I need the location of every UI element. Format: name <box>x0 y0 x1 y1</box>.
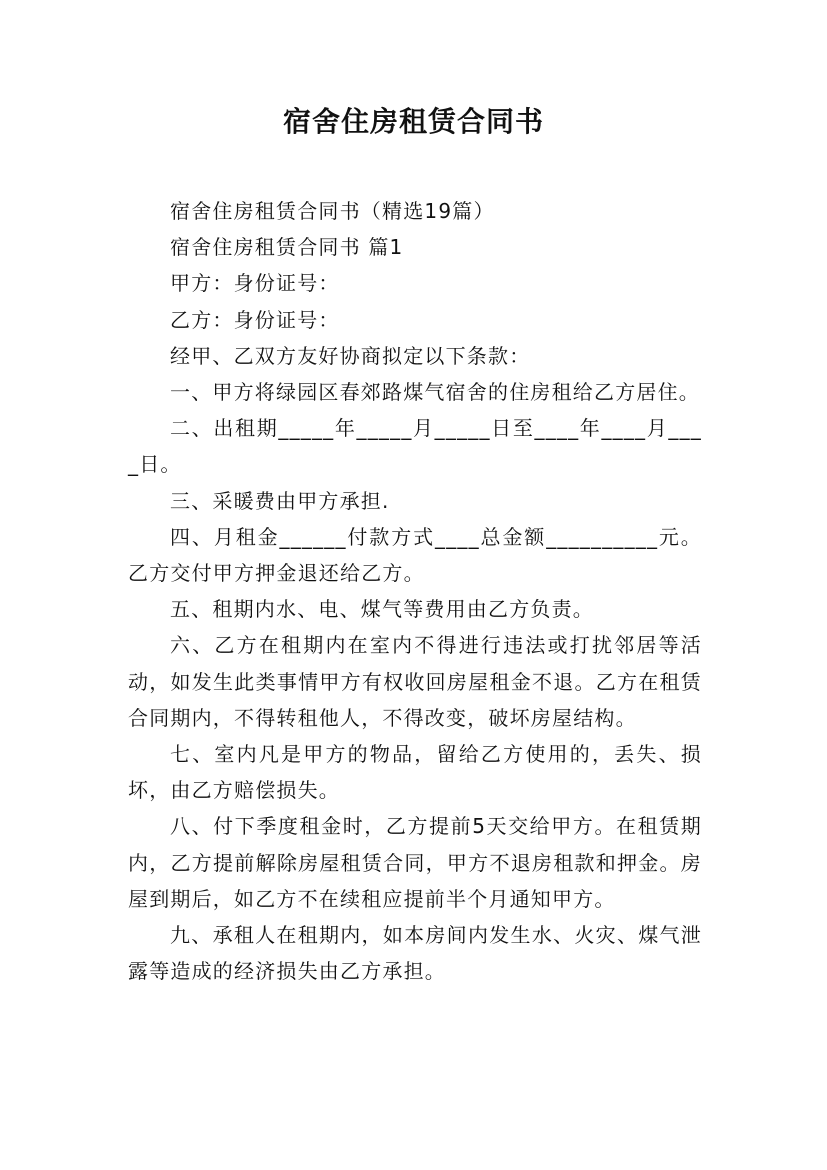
paragraph-party-a: 甲方：身份证号： <box>170 271 340 296</box>
paragraph-section-heading: 宿舍住房租赁合同书 篇1 <box>170 235 404 260</box>
paragraph-intro: 经甲、乙双方友好协商拟定以下条款： <box>170 343 531 368</box>
clause-6: 六、乙方在租期内在室内不得进行违法或打扰邻居等活动，如发生此类事情甲方有权收回房屋租金不退。乙方在租赁合同期内，不得转租他人，不得改变，破坏房屋结构。 <box>128 633 702 730</box>
clause-5: 五、租期内水、电、煤气等费用由乙方负责。 <box>170 597 594 622</box>
clause-1: 一、甲方将绿园区春郊路煤气宿舍的住房租给乙方居住。 <box>170 380 700 405</box>
clause-7: 七、室内凡是甲方的物品，留给乙方使用的，丢失、损坏，由乙方赔偿损失。 <box>128 742 702 803</box>
paragraph-party-b: 乙方：身份证号： <box>170 307 340 332</box>
clause-4: 四、月租金______付款方式____总金额__________元。乙方交付甲方押金退还给乙方。 <box>128 524 702 586</box>
clause-8: 八、付下季度租金时，乙方提前5天交给甲方。在租赁期内，乙方提前解除房屋租赁合同，甲方不退房租款和押金。房屋到期后，如乙方不在续租应提前半个月通知甲方。 <box>128 814 702 911</box>
document-body <box>128 193 702 989</box>
clause-2: 二、出租期_____年_____月_____日至____年____月____日。 <box>128 416 702 477</box>
paragraph-subtitle: 宿舍住房租赁合同书（精选19篇） <box>170 199 495 223</box>
clause-9: 九、承租人在租期内，如本房间内发生水、火灾、煤气泄露等造成的经济损失由乙方承担。 <box>128 923 702 984</box>
clause-3: 三、采暖费由甲方承担. <box>170 488 390 513</box>
document-title: 宿舍住房租赁合同书 <box>282 105 544 138</box>
